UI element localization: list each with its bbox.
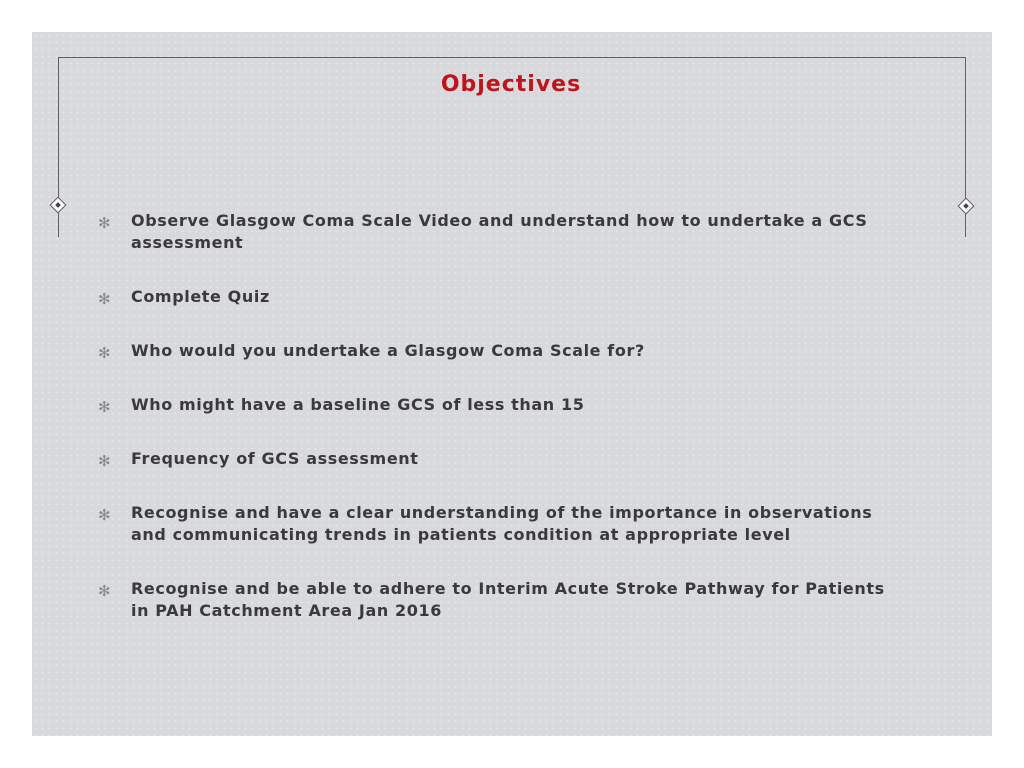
list-item-text: Frequency of GCS assessment [131, 449, 419, 468]
objectives-list [98, 210, 898, 654]
asterisk-bullet-icon: ✻ [98, 582, 112, 600]
list-item [98, 210, 898, 254]
list-item [98, 578, 898, 622]
list-item [98, 394, 898, 416]
list-item-text: Recognise and have a clear understanding of the importance in observations and communicating trends in patients condition at appropriate level [131, 503, 873, 544]
asterisk-bullet-icon: ✻ [98, 344, 112, 362]
list-item-text: Who might have a baseline GCS of less than 15 [131, 395, 585, 414]
list-item [98, 448, 898, 470]
slide [32, 32, 992, 736]
list-item-text: Complete Quiz [131, 287, 270, 306]
asterisk-bullet-icon: ✻ [98, 398, 112, 416]
list-item [98, 502, 898, 546]
asterisk-bullet-icon: ✻ [98, 452, 112, 470]
slide-title: Objectives [440, 72, 582, 97]
asterisk-bullet-icon: ✻ [98, 290, 112, 308]
list-item-text: Observe Glasgow Coma Scale Video and understand how to undertake a GCS assessment [131, 211, 868, 252]
list-item-text: Recognise and be able to adhere to Interim Acute Stroke Pathway for Patients in PAH Catchment Area Jan 2016 [131, 579, 885, 620]
list-item [98, 340, 898, 362]
list-item [98, 286, 898, 308]
asterisk-bullet-icon: ✻ [98, 214, 112, 232]
list-item-text: Who would you undertake a Glasgow Coma Scale for? [131, 341, 645, 360]
asterisk-bullet-icon: ✻ [98, 506, 112, 524]
